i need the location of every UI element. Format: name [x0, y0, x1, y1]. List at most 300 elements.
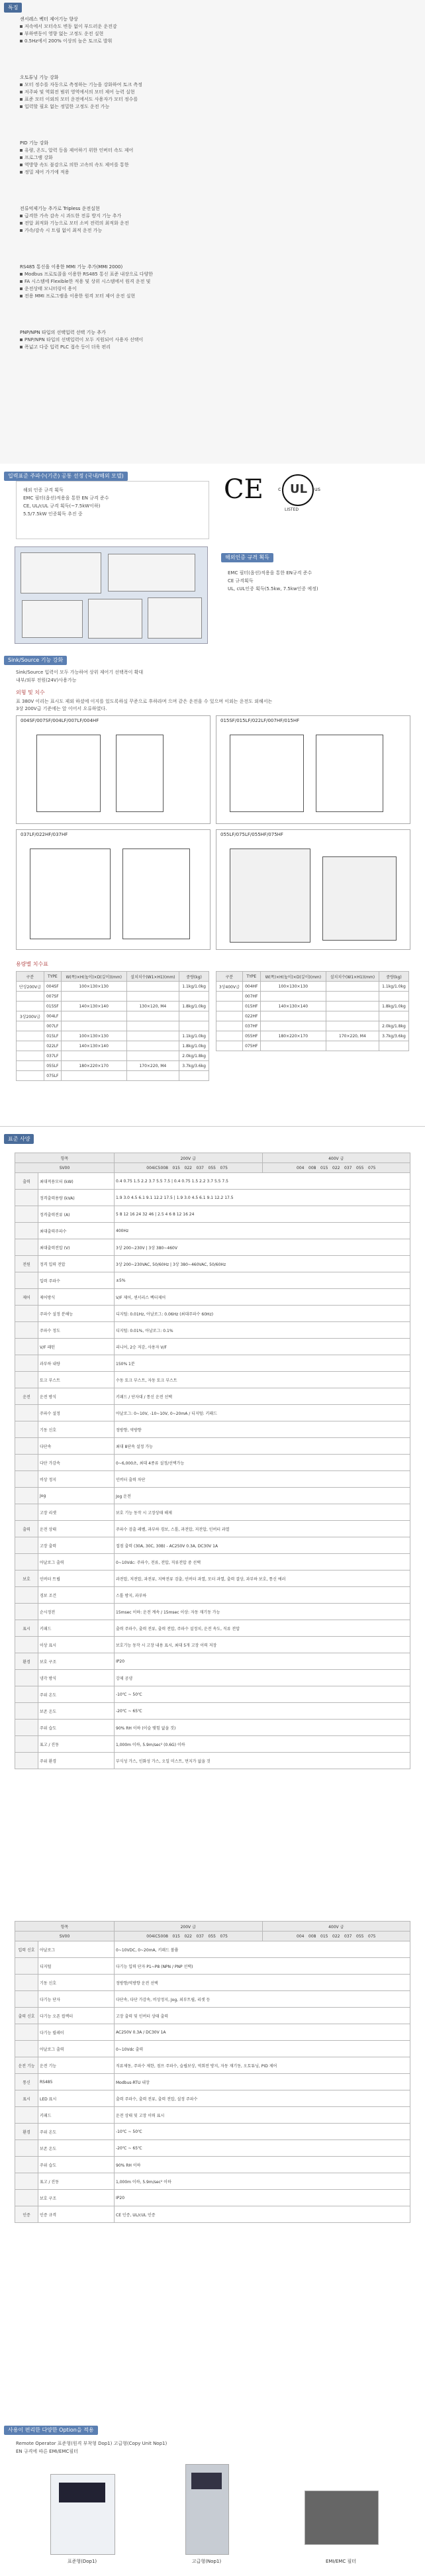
models-row — [17, 1011, 209, 1021]
models-row — [17, 982, 209, 992]
spec-col-label: 004 — [297, 1165, 305, 1170]
spec-group: 환경 — [15, 2124, 38, 2140]
spec-value: 0~10Vdc 출력 — [115, 2041, 410, 2057]
feature-item — [20, 329, 391, 351]
compact-line: 해외 인증 규격 획득 — [23, 488, 64, 493]
spec-group — [15, 1958, 38, 1975]
spec-value: 운전 상태 및 고장 이력 표시 — [115, 2107, 410, 2124]
option-label-emi: EMI/EMC 필터 — [326, 2559, 356, 2564]
models-header-cell: 구분 — [216, 972, 243, 982]
spec-key: 입력 주파수 — [38, 1272, 115, 1289]
spec-key: 비상 정지 — [38, 1471, 115, 1488]
spec-value: 0~10Vdc: 주파수, 전류, 전압, 직류전압 중 선택 — [115, 1554, 410, 1571]
spec-row — [15, 1720, 410, 1736]
models-cell-wt: 2.0kg/1.8kg — [379, 1021, 408, 1031]
models-header-row — [216, 972, 409, 982]
models-cell-type: 015LF — [44, 1031, 61, 1041]
feature-line — [20, 81, 391, 89]
spec-key: 냉각 방식 — [38, 1670, 115, 1686]
spec-col-label: 008 — [160, 1165, 168, 1170]
spec-group — [15, 2024, 38, 2041]
feature-heading: PID 기능 강화 — [20, 140, 49, 146]
spec-key: 주파수 설정 — [38, 1405, 115, 1421]
spec-row — [15, 2124, 410, 2140]
drawing-2-title: 015SF/015LF/022LF/007HF/015HF — [220, 718, 300, 723]
models-row — [17, 1051, 209, 1061]
feature-line-text: 저속에서 모터속도 변동 없이 부드러운 운전감 — [24, 24, 117, 29]
feature-line — [20, 285, 391, 293]
feature-line-text: 0.5Hz에서 200% 이상의 높은 토크로 발휘 — [24, 38, 113, 44]
models-cell-type: 004HF — [242, 982, 260, 992]
spec-row — [15, 1256, 410, 1272]
models-cell-type: 037LF — [44, 1051, 61, 1061]
option-label-dop1: 표준형(Dop1) — [67, 2559, 97, 2564]
feature-line — [20, 271, 391, 278]
models-cell-dim — [260, 1041, 326, 1051]
spec-group — [15, 1554, 38, 1571]
models-cell-type: 004SF — [44, 982, 61, 992]
spec-cols-200 — [115, 1163, 263, 1173]
spec-subheader-row — [15, 1932, 410, 1941]
spec-value: CE 인증, UL/cUL 인증 — [115, 2206, 410, 2223]
spec-value: 5 8 12 16 24 32 46 | 2.5 4 6 8 12 16 24 — [115, 1206, 410, 1223]
spec-value: 출력 주파수, 출력 전류, 출력 전압, 설정 주파수 — [115, 2090, 410, 2107]
feature-line-text: 정밀 제어 가기에 적용 — [24, 170, 70, 175]
spec-key: 보존 온도 — [38, 1703, 115, 1720]
spec-col-label: 022 — [184, 1165, 192, 1170]
spec-col-label: 008 — [160, 1933, 168, 1939]
spec-key: 주위 온도 — [38, 2124, 115, 2140]
models-cell-mnt — [326, 982, 379, 992]
models-row — [17, 1021, 209, 1031]
models-cell-wt: 2.0kg/1.8kg — [179, 1051, 209, 1061]
option-label-nop1: 고급형(Nop1) — [191, 2559, 222, 2564]
models-cell-dim: 140×130×140 — [260, 1002, 326, 1011]
models-cell-wt: 1.1kg/1.0kg — [179, 982, 209, 992]
models-row — [216, 982, 409, 992]
spec-row — [15, 1571, 410, 1587]
spec-row — [15, 2140, 410, 2157]
spec-value: 출력 주파수, 출력 전류, 출력 전압, 주파수 설정치, 운전 속도, 직류 전압 — [115, 1620, 410, 1637]
ul-listed: LISTED — [285, 507, 299, 512]
spec-header-400: 400V 급 — [262, 1153, 410, 1163]
option-image-nop1 — [185, 2464, 229, 2555]
models-cell-type: 055HF — [242, 1031, 260, 1041]
spec-key: 키패드 — [38, 2107, 115, 2124]
spec-key: 운전 방식 — [38, 1388, 115, 1405]
spec-col-label: 075 — [220, 1933, 228, 1939]
models-cell-dim: 100×130×130 — [61, 1031, 126, 1041]
bullet-icon — [20, 91, 23, 93]
spec-value: -20℃ ~ 65℃ — [115, 2140, 410, 2157]
feature-heading: RS485 통신을 이용한 MMI 기능 추가(MMI 2000) — [20, 264, 123, 270]
bullet-icon — [20, 156, 23, 159]
feature-line-text: 입력할 필요 없는 정밀한 고정도 운전 가능 — [24, 104, 110, 109]
spec-value: 보호 기능 동작 시 고장상태 해제 — [115, 1504, 410, 1521]
feature-item — [20, 140, 391, 176]
spec-value: 1.9 3.0 4.5 6.1 9.1 12.2 17.5 | 1.9 3.0 4.5 6.1 9.1 12.2 17.5 — [115, 1190, 410, 1206]
spec-row — [15, 2107, 410, 2124]
spec-table-2 — [15, 1921, 410, 2223]
models-cell-mnt: 170×220, M4 — [126, 1061, 179, 1071]
spec-group — [15, 2041, 38, 2057]
models-cell-type: 075LF — [44, 1071, 61, 1081]
spec-header-row — [15, 1153, 410, 1163]
bullet-icon — [20, 32, 23, 35]
models-header-cell: W(폭)×H(높이)×D(깊이)(mm) — [260, 972, 326, 982]
spec-key: 다기능 단자 — [38, 1991, 115, 2008]
spec-value: 수동 토크 부스트, 자동 토크 부스트 — [115, 1372, 410, 1388]
models-header-cell: 중량(kg) — [179, 972, 209, 982]
spec-value: 인버터 출력 차단 — [115, 1471, 410, 1488]
models-row — [216, 992, 409, 1002]
feature-heading: PNP/NPN 타입의 선택입력 선택 기능 추가 — [20, 330, 106, 335]
feature-line — [20, 30, 391, 38]
spec-key: 다단 가감속 — [38, 1455, 115, 1471]
spec-row — [15, 1289, 410, 1306]
spec-table-1 — [15, 1153, 410, 1769]
spec-cols-200 — [115, 1932, 263, 1941]
models-row — [17, 1041, 209, 1051]
spec-key: 주위 환경 — [38, 1753, 115, 1769]
spec-row — [15, 1455, 410, 1471]
spec-col-label: 075 — [368, 1165, 376, 1170]
spec-row — [15, 1355, 410, 1372]
models-cell-dim: 180×220×170 — [260, 1031, 326, 1041]
spec-group — [15, 1405, 38, 1421]
spec-key: 경보 조건 — [38, 1587, 115, 1604]
models-cell-type: 004LF — [44, 1011, 61, 1021]
models-cell-dim — [61, 1021, 126, 1031]
feature-line — [20, 227, 391, 234]
spec-value: 1,000m 이하, 5.9m/sec² 이하 — [115, 2173, 410, 2190]
spec-value: 부식성 가스, 인화성 가스, 오일 미스트, 먼지가 없을 것 — [115, 1753, 410, 1769]
spec-row — [15, 1173, 410, 1190]
spec-group: 표시 — [15, 1620, 38, 1637]
cert2-line: UL, cUL인증 획득(5.5kw, 7.5kw인증 예정) — [228, 586, 318, 592]
spec-group — [15, 1537, 38, 1554]
models-cell-wt — [379, 992, 408, 1002]
spec-row — [15, 1306, 410, 1322]
feature-line-text: 전용 MMI 프로그램을 이용한 원격 모터 제어 운전 실현 — [24, 293, 136, 299]
bullet-icon — [20, 215, 23, 217]
models-cell-grp — [17, 1061, 44, 1071]
spec-row — [15, 1521, 410, 1537]
spec-col-label: 022 — [332, 1165, 340, 1170]
models-cell-wt: 3.7kg/3.6kg — [379, 1031, 408, 1041]
bullet-icon — [20, 229, 23, 232]
models-cell-dim — [260, 1021, 326, 1031]
spec-value: 150% 1분 — [115, 1355, 410, 1372]
models-cell-grp — [17, 1051, 44, 1061]
feature-line — [20, 220, 391, 227]
models-cell-wt: 1.8kg/1.0kg — [179, 1041, 209, 1051]
spec-value: -10℃ ~ 50℃ — [115, 1686, 410, 1703]
feature-item — [20, 205, 391, 234]
models-cell-mnt: 170×220, M4 — [326, 1031, 379, 1041]
screenshot-collage-image — [15, 546, 208, 644]
feature-line — [20, 213, 391, 220]
spec-group — [15, 2173, 38, 2190]
models-cell-grp — [216, 1021, 243, 1031]
spec-group: 출력 신호 — [15, 2008, 38, 2024]
spec-value: 90% RH 이하 — [115, 2157, 410, 2173]
spec-group: 제어 — [15, 1289, 38, 1306]
spec-col-label: 055 — [356, 1165, 364, 1170]
drawing-1 — [16, 715, 211, 824]
feature-line-text: 전압 최적화 기능으로 모터 소비 전력의 최적화 운전 — [24, 221, 129, 226]
spec-col-label: 075 — [220, 1165, 228, 1170]
feature-line — [20, 147, 391, 154]
spec-key: 아날로그 — [38, 1941, 115, 1958]
spec-col-label: 075 — [368, 1933, 376, 1939]
option-line: Remote Operator 표준형(원격 부착형 Dop1) 고급형(Copy Unit Nop1) — [16, 2441, 167, 2446]
spec-key: 주파수 정도 — [38, 1322, 115, 1339]
compact-line: 5.5/7.5kW 인증획득 추진 중 — [23, 511, 83, 517]
models-row — [216, 1021, 409, 1031]
spec-group — [15, 1736, 38, 1753]
spec-row — [15, 1206, 410, 1223]
models-cell-type: 007LF — [44, 1021, 61, 1031]
spec-row — [15, 1372, 410, 1388]
spec-row — [15, 1620, 410, 1637]
spec-key: 주위 습도 — [38, 2157, 115, 2173]
spec-row — [15, 2074, 410, 2090]
spec-header-item: 항목 — [15, 1153, 115, 1163]
spec-value: ±5% — [115, 1272, 410, 1289]
spec-key: 운전 상태 — [38, 1521, 115, 1537]
spec-col-label: 004 — [297, 1933, 305, 1939]
spec-header-item: 항목 — [15, 1922, 115, 1932]
spec-key: 제어방식 — [38, 1289, 115, 1306]
spec-row — [15, 1736, 410, 1753]
models-cell-grp: 단상200V급 — [17, 982, 44, 992]
models-cell-type: 007HF — [242, 992, 260, 1002]
dimensions-title: 외형 및 치수 — [16, 690, 45, 696]
models-cell-wt — [379, 1041, 408, 1051]
models-cell-dim — [260, 992, 326, 1002]
models-row — [17, 1002, 209, 1011]
models-cell-mnt — [326, 1041, 379, 1051]
spec-value: Modbus-RTU 내장 — [115, 2074, 410, 2090]
models-cell-dim: 100×130×130 — [61, 982, 126, 992]
spec-group — [15, 1975, 38, 1991]
feature-line-text: 폭넓고 다중 입력 PLC 접속 등이 더욱 편리 — [24, 344, 111, 350]
spec-col-label: 008 — [308, 1165, 316, 1170]
spec-group — [15, 1190, 38, 1206]
spec-group — [15, 1587, 38, 1604]
spec-value: -10℃ ~ 50℃ — [115, 2124, 410, 2140]
spec-key: 최대적용모터 (kW) — [38, 1173, 115, 1190]
spec-header-200: 200V 급 — [115, 1153, 263, 1163]
models-row — [216, 1041, 409, 1051]
bullet-icon — [20, 149, 23, 152]
spec-key: 정격출력용량 (kVA) — [38, 1190, 115, 1206]
spec-value: 보호기능 동작 시 고장 내용 표시, 최대 5개 고장 이력 저장 — [115, 1637, 410, 1653]
spec-key: 최대출력주파수 — [38, 1223, 115, 1239]
models-cell-wt — [179, 1071, 209, 1081]
spec-value: 스톨 방지, 과부하 — [115, 1587, 410, 1604]
spec-col-label: 037 — [344, 1933, 352, 1939]
models-cell-type: 015HF — [242, 1002, 260, 1011]
bullet-icon — [20, 280, 23, 283]
spec-key: 보호 구조 — [38, 2190, 115, 2206]
compact-bar: 입력표준 주파수(기존) 공통 선정 (국내/해외 모델) — [4, 472, 128, 481]
models-cell-grp — [17, 1031, 44, 1041]
feature-line — [20, 103, 391, 111]
models-cell-wt — [179, 1021, 209, 1031]
spec-value: 정방향, 역방향 — [115, 1421, 410, 1438]
spec-col-label: 037 — [196, 1165, 204, 1170]
models-header-cell: 중량(kg) — [379, 972, 408, 982]
feature-line — [20, 38, 391, 45]
spec-value: 강제 공냉 — [115, 1670, 410, 1686]
models-cell-grp — [17, 1071, 44, 1081]
spec-key: 키패드 — [38, 1620, 115, 1637]
feature-line — [20, 344, 391, 351]
models-cell-grp — [17, 992, 44, 1002]
models-cell-grp — [216, 992, 243, 1002]
models-cell-dim — [260, 1011, 326, 1021]
sinksource-line: 내부/외부 전원(24V)사용가능 — [16, 678, 77, 683]
ce-logo: CE — [224, 474, 263, 505]
bullet-icon — [20, 273, 23, 276]
models-cell-grp: 3상400V급 — [216, 982, 243, 992]
models-cell-mnt — [326, 1011, 379, 1021]
spec-row — [15, 1554, 410, 1571]
models-cell-mnt — [126, 1021, 179, 1031]
models-row — [17, 992, 209, 1002]
models-table-right — [216, 971, 409, 1051]
models-cell-wt: 1.8kg/1.0kg — [379, 1002, 408, 1011]
spec-cols-400 — [262, 1932, 410, 1941]
spec-row — [15, 2173, 410, 2190]
bullet-icon — [20, 338, 23, 341]
spec-value: 정방향/역방향 운전 선택 — [115, 1975, 410, 1991]
models-cell-mnt — [126, 982, 179, 992]
spec-value: AC250V 0.3A / DC30V 1A — [115, 2024, 410, 2041]
spec-key: 운전 기능 — [38, 2057, 115, 2074]
spec-row — [15, 1438, 410, 1455]
models-cell-mnt — [126, 1041, 179, 1051]
spec-key: 고장 리셋 — [38, 1504, 115, 1521]
models-cell-grp: 3상200V급 — [17, 1011, 44, 1021]
spec-key: 기동 신호 — [38, 1421, 115, 1438]
spec-key: 디지털 — [38, 1958, 115, 1975]
models-cell-grp — [216, 1011, 243, 1021]
bullet-icon — [20, 164, 23, 166]
feature-line — [20, 162, 391, 169]
spec-group — [15, 1223, 38, 1239]
models-cell-wt: 1.8kg/1.0kg — [179, 1002, 209, 1011]
spec-key: 토크 부스트 — [38, 1372, 115, 1388]
spec-key: Jog — [38, 1488, 115, 1504]
option-image-dop1 — [50, 2474, 115, 2555]
spec-value: 3상 200~230V | 3상 380~460V — [115, 1239, 410, 1256]
spec-row — [15, 2008, 410, 2024]
spec-row — [15, 2190, 410, 2206]
spec-group — [15, 1339, 38, 1355]
feature-line — [20, 89, 391, 96]
spec-value: IP20 — [115, 1653, 410, 1670]
spec-col-label: 037 — [344, 1165, 352, 1170]
spec-key: 고장 출력 — [38, 1537, 115, 1554]
models-cell-mnt — [126, 1031, 179, 1041]
spec-col-label: 004iC5 — [146, 1165, 161, 1170]
spec-row — [15, 1958, 410, 1975]
ul-text: UL — [290, 482, 308, 496]
spec-value: 90% RH 이하 (이슬 맺힘 없을 것) — [115, 1720, 410, 1736]
spec-value: 다단속, 다단 가감속, 비상정지, Jog, 외부트립, 리셋 등 — [115, 1991, 410, 2008]
models-cell-wt — [179, 992, 209, 1002]
spec-row — [15, 1703, 410, 1720]
models-cell-grp — [17, 1021, 44, 1031]
spec-value: Jog 운전 — [115, 1488, 410, 1504]
spec-col-label: 055 — [208, 1933, 216, 1939]
spec-row — [15, 2157, 410, 2173]
ul-logo — [278, 474, 320, 512]
spec-col-label: 015 — [172, 1933, 180, 1939]
spec-group — [15, 1455, 38, 1471]
spec-group: 전원 — [15, 1256, 38, 1272]
option-image-emi — [305, 2491, 379, 2545]
models-cell-mnt — [126, 1071, 179, 1081]
spec-key: V/F 패턴 — [38, 1339, 115, 1355]
cert-box — [16, 481, 209, 539]
spec-row — [15, 1405, 410, 1421]
models-cell-grp — [216, 1031, 243, 1041]
models-cell-wt — [179, 1011, 209, 1021]
spec-value: 접점 출력 (30A, 30C, 30B) - AC250V 0.3A, DC30V 1A — [115, 1537, 410, 1554]
bullet-icon — [20, 105, 23, 108]
spec-cols-400 — [262, 1163, 410, 1173]
models-cell-mnt — [326, 1021, 379, 1031]
dimensions-note1: 표 380V 이리는 표시도 제외 하셨에 이지를 있도록하실 꾸준으로 후하라며 으며 같은 운전을 수 있으며 이외는 운전도 외해서는 — [16, 699, 273, 704]
bullet-icon — [20, 25, 23, 28]
spec-key: 과부하 내량 — [38, 1355, 115, 1372]
spec-col-label: 008 — [308, 1933, 316, 1939]
spec-value: 0~10VDC, 0~20mA, 키패드 볼륨 — [115, 1941, 410, 1958]
spec-group: 환경 — [15, 1653, 38, 1670]
ul-c: c — [278, 486, 281, 492]
spec-group — [15, 1322, 38, 1339]
spec-key: LED 표시 — [38, 2090, 115, 2107]
spec-group — [15, 1471, 38, 1488]
spec-row — [15, 1587, 410, 1604]
spec-value: 아날로그: 0~10V, -10~10V, 0~20mA / 디지털: 키패드 — [115, 1405, 410, 1421]
sinksource-line: Sink/Source 입력이 모두 가능하여 상위 제어기 선택폭이 확대 — [16, 670, 144, 675]
spec-group — [15, 1272, 38, 1289]
spec-subheader-model: SV00 — [15, 1932, 115, 1941]
models-cell-wt — [379, 1011, 408, 1021]
spec-group — [15, 1421, 38, 1438]
models-cell-mnt — [126, 1011, 179, 1021]
spec-row — [15, 2206, 410, 2223]
models-title: 용량별 치수표 — [16, 961, 48, 967]
models-cell-dim — [61, 1071, 126, 1081]
ul-us: us — [314, 486, 320, 492]
models-cell-dim: 180×220×170 — [61, 1061, 126, 1071]
feature-line — [20, 278, 391, 285]
spec-col-label: 015 — [320, 1165, 328, 1170]
spec-value: 리니어, 2승 저감, 사용자 V/F — [115, 1339, 410, 1355]
models-cell-grp — [17, 1002, 44, 1011]
spec-row — [15, 1471, 410, 1488]
spec-key: 주위 습도 — [38, 1720, 115, 1736]
bullet-icon — [20, 98, 23, 101]
spec-key: 다기능 오픈 컬렉터 — [38, 2008, 115, 2024]
spec-row — [15, 1223, 410, 1239]
